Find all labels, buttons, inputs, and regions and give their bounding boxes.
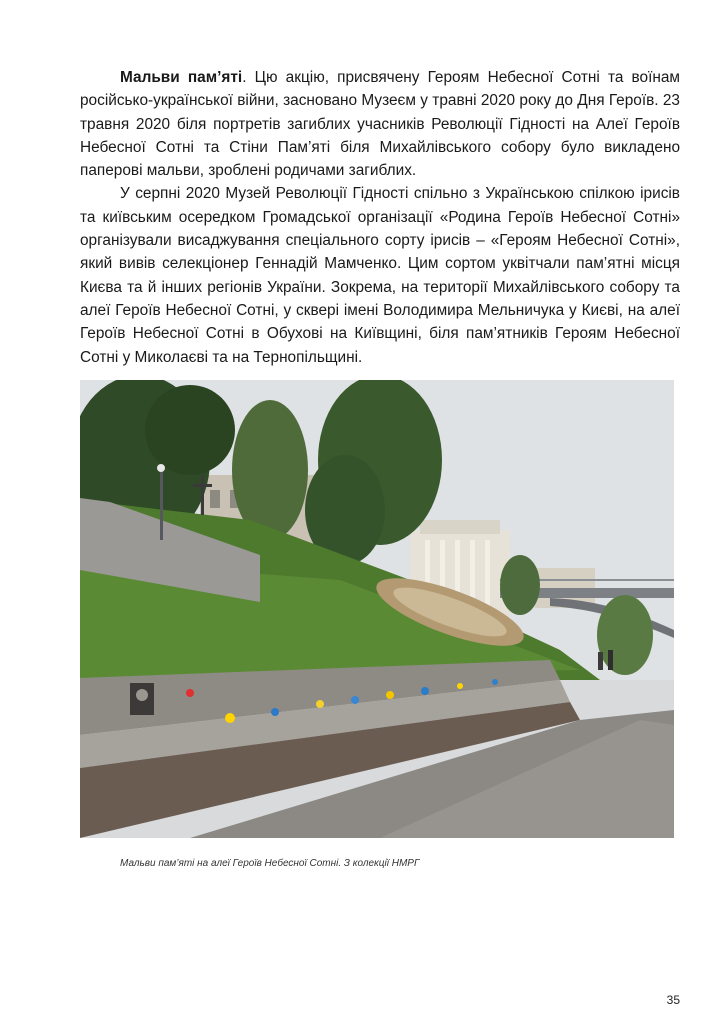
body-text xyxy=(80,66,680,369)
paragraph-lead: Мальви пам’яті xyxy=(120,69,243,86)
page-number: 35 xyxy=(666,993,680,1007)
paragraph-2: У серпні 2020 Музей Революції Гідності спільно з Українською спілкою ірисів та київським осередком Громадської організації «Родина Героїв Небесної Сотні» організували висаджування спеціального сорту ірисів – «Героям Небесної Сотні», який вивів селекціонер Геннадій Мамченко. Цим сортом уквітчали пам’ятні місця Києва та й інших регіонів України. Зокрема, на території Михайлівського собору та алеї Героїв Небесної Сотні, у сквері імені Володимира Мельничука у Києві, на алеї Героїв Небесної Сотні в Обухові на Київщині, біля пам’ятників Героям Небесної Сотні у Миколаєві та на Тернопільщині. xyxy=(80,185,680,366)
memorial-photo xyxy=(80,380,674,838)
photo-caption: Мальви пам’яті на алеї Героїв Небесної Сотні. З колекції НМРГ xyxy=(120,858,420,869)
paragraph-1-text: . Цю акцію, присвячену Героям Небесної Сотні та воїнам російсько-української війни, засновано Музеєм у травні 2020 року до Дня Героїв. 23 травня 2020 біля портретів загиблих учасників Революції Гідності на Алеї Героїв Небесної Сотні та Стіни Пам’яті біля Михайлівського собору було викладено паперові мальви, зроблені родичами загиблих. xyxy=(80,69,680,180)
paragraph-1 xyxy=(80,66,680,182)
